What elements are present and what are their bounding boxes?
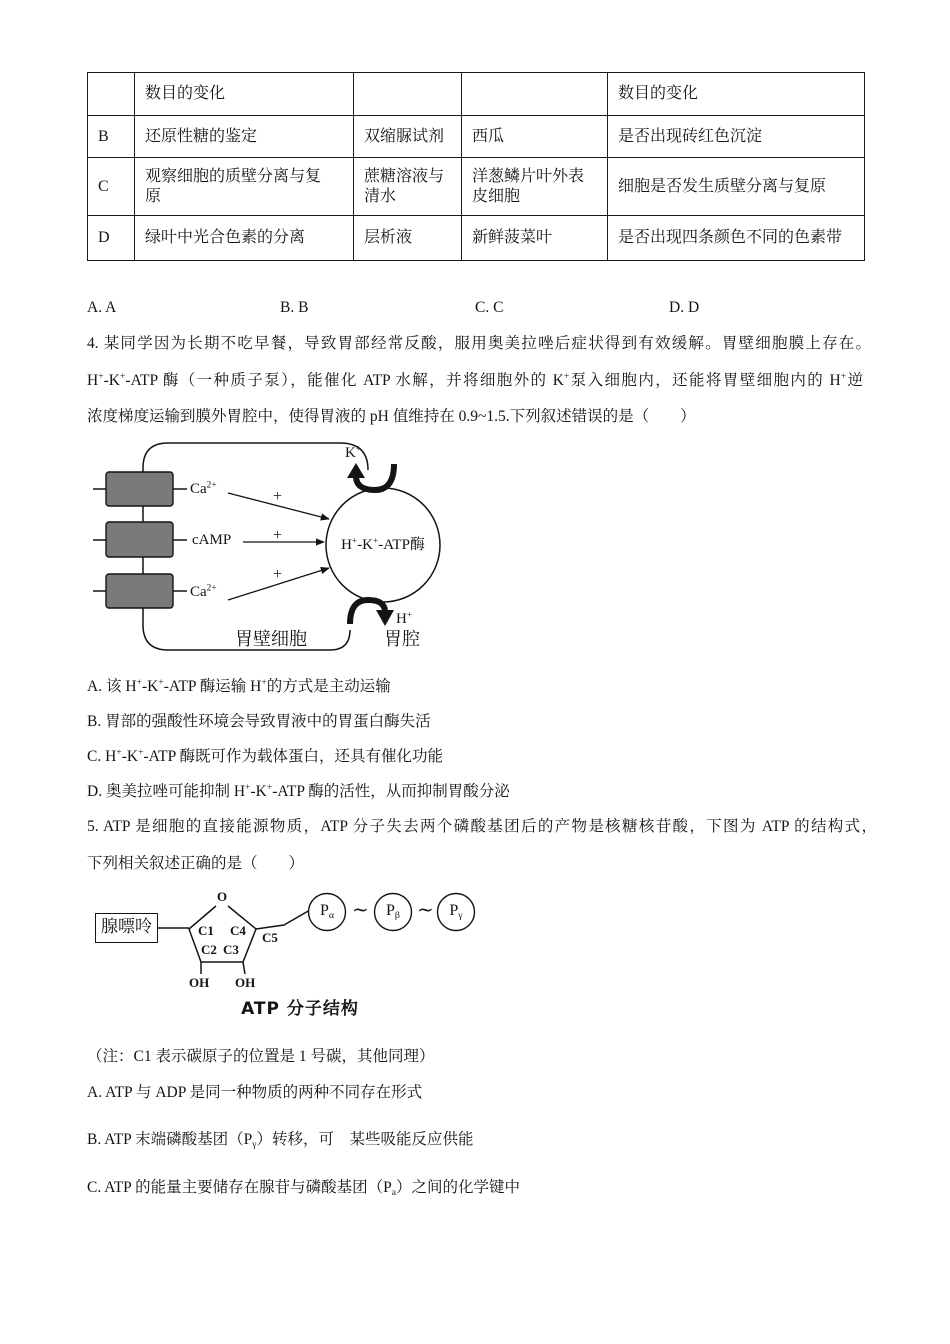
subscript: a <box>391 1186 396 1198</box>
table-cell-option: D <box>88 216 135 261</box>
superscript: + <box>373 536 379 547</box>
table-cell-experiment: 数目的变化 <box>135 73 354 116</box>
superscript: + <box>261 677 267 689</box>
superscript: + <box>138 747 144 759</box>
q3-choice-c: C. C <box>475 299 504 316</box>
table-cell-experiment: 绿叶中光合色素的分离 <box>135 216 354 261</box>
text-run: -K <box>121 748 139 765</box>
signal-label-top <box>190 482 217 497</box>
text-run: H <box>396 611 407 627</box>
q4-stem-line-3 <box>87 407 696 427</box>
text-run: C. H <box>87 748 117 765</box>
text-run: -ATP酶 <box>378 537 425 553</box>
carbon-c4-label: C4 <box>230 923 246 938</box>
text-run: Ca <box>190 481 207 497</box>
table-cell-option: B <box>88 116 135 158</box>
table-cell-experiment: 还原性糖的鉴定 <box>135 116 354 158</box>
high-energy-bond-2: ~ <box>417 897 434 921</box>
table-row <box>88 116 865 158</box>
q4-stem-line-2 <box>87 371 863 391</box>
table-row <box>88 73 865 116</box>
table-cell-material: 洋葱鳞片叶外表皮细胞 <box>462 158 608 216</box>
q3-choice-b: B. B <box>280 299 309 316</box>
text-run: 的方式是主动运输 <box>266 678 391 695</box>
subscript: γ <box>252 1138 257 1150</box>
receptor-box-middle <box>106 522 173 557</box>
table-cell-material: 西瓜 <box>462 116 608 158</box>
text-run: Ca <box>190 584 207 600</box>
high-energy-bond-1: ~ <box>352 897 369 921</box>
text-run: P <box>449 902 459 919</box>
lumen-label: 胃腔 <box>384 629 420 650</box>
text-run: -K <box>250 783 267 800</box>
text-run: -ATP 酶运输 H <box>163 678 262 695</box>
table-cell-observation: 数目的变化 <box>608 73 865 116</box>
q5-option-b <box>87 1130 473 1150</box>
text-run: -ATP 酶（一种质子泵），能催化 ATP 水解，并将细胞外的 K <box>125 372 564 389</box>
effect-sign-top: + <box>273 488 283 505</box>
q5-stem-line-1: 5. ATP 是细胞的直接能源物质，ATP 分子失去两个磷酸基团后的产物是核糖核苷酸，下图为 ATP 的结构式， <box>87 818 877 835</box>
k-ion-label <box>345 446 361 461</box>
superscript: + <box>158 677 164 689</box>
superscript: 2+ <box>206 480 217 491</box>
q3-choice-a: A. A <box>87 299 117 316</box>
c5-bond <box>256 910 310 929</box>
text-run: C. ATP 的能量主要储存在腺苷与磷酸基团（P <box>87 1179 392 1196</box>
q4-option-d <box>87 782 510 802</box>
phosphate-alpha-label <box>307 903 347 919</box>
text-run: H <box>341 537 352 553</box>
carbon-c1-label: C1 <box>198 923 214 938</box>
subscript: α <box>328 909 335 921</box>
superscript: + <box>406 610 413 621</box>
table-cell-experiment: 观察细胞的质壁分离与复原 <box>135 158 354 216</box>
signal-label-middle: cAMP <box>192 532 232 548</box>
text-run: A. 该 H <box>87 678 137 695</box>
table-cell-reagent: 蔗糖溶液与清水 <box>354 158 462 216</box>
text-run: D. 奥美拉唑可能抑制 H <box>87 783 246 800</box>
superscript: + <box>266 782 273 794</box>
hydroxyl-label-c2: OH <box>189 975 210 990</box>
receptor-box-top <box>106 472 173 506</box>
table-cell-observation: 是否出现四条颜色不同的色素带 <box>608 216 865 261</box>
h-ion-arrowhead <box>376 610 394 626</box>
subscript: β <box>394 909 400 921</box>
text-run: K <box>345 445 356 461</box>
text-run: 浓度梯度运输到膜外胃腔中，使得胃液的 pH 值维持在 0.9~1.5.下列叙述错误的是（ ） <box>87 408 696 425</box>
ring-oxygen-label: O <box>217 889 228 904</box>
superscript: + <box>840 371 847 383</box>
text-run: ）转移，可 某些吸能反应供能 <box>256 1131 474 1148</box>
text-run: -K <box>103 372 120 389</box>
table-cell-option: C <box>88 158 135 216</box>
superscript: + <box>563 371 570 383</box>
carbon-c2-label: C2 <box>201 942 217 957</box>
hydroxyl-bond-c3 <box>243 962 245 974</box>
q3-choice-d: D. D <box>669 299 700 316</box>
h-ion-label <box>396 612 412 627</box>
table-cell-material: 新鲜菠菜叶 <box>462 216 608 261</box>
text-run: -K <box>357 537 373 553</box>
q4-option-b <box>87 712 431 732</box>
table-row <box>88 158 865 216</box>
superscript: + <box>355 444 362 455</box>
text-run: 泵入细胞内，还能将胃壁细胞内的 H <box>569 372 841 389</box>
table-cell-option <box>88 73 135 116</box>
superscript: + <box>119 371 126 383</box>
text-run: -ATP 酶既可作为载体蛋白，还具有催化功能 <box>143 748 444 765</box>
carbon-c5-label: C5 <box>262 930 278 945</box>
phosphate-beta-label <box>373 903 413 919</box>
table-cell-observation: 细胞是否发生质壁分离与复原 <box>608 158 865 216</box>
q4-stem-line-1 <box>87 334 871 354</box>
text-run: P <box>386 902 395 919</box>
atp-figure-caption: ATP 分子结构 <box>241 999 359 1019</box>
superscript: 2+ <box>206 583 217 594</box>
table-cell-reagent: 层析液 <box>354 216 462 261</box>
text-run: 4. 某同学因为长期不吃早餐，导致胃部经常反酸，服用奥美拉唑后症状得到有效缓解。胃壁细胞膜上存在。 <box>87 335 871 352</box>
proton-pump-label <box>326 538 440 553</box>
table-cell-reagent: 双缩脲试剂 <box>354 116 462 158</box>
table-row <box>88 216 865 261</box>
q5-option-c <box>87 1178 520 1198</box>
q5-stem-line-2: 下列相关叙述正确的是（ ） <box>87 855 305 872</box>
q3-table <box>87 72 865 261</box>
text-run: P <box>319 902 329 919</box>
text-run: 逆 <box>846 372 863 389</box>
subscript: γ <box>458 909 463 921</box>
q4-option-a <box>87 677 391 697</box>
text-run: -ATP 酶的活性，从而抑制胃酸分泌 <box>272 783 510 800</box>
carbon-c3-label: C3 <box>223 942 239 957</box>
text-run: -K <box>141 678 159 695</box>
phosphate-gamma-label <box>436 903 476 919</box>
q4-figure <box>88 440 448 655</box>
atp-structure-figure <box>88 885 508 1027</box>
text-run: B. 胃部的强酸性环境会导致胃液中的胃蛋白酶失活 <box>87 713 431 730</box>
receptor-box-bottom <box>106 574 173 608</box>
effect-sign-bottom: + <box>273 566 283 583</box>
signal-label-bottom <box>190 585 217 600</box>
table-cell-observation: 是否出现砖红色沉淀 <box>608 116 865 158</box>
superscript: + <box>245 782 251 794</box>
text-run: H <box>87 372 99 389</box>
text-run: B. ATP 末端磷酸基团（P <box>87 1131 253 1148</box>
hydroxyl-label-c3: OH <box>235 975 256 990</box>
cell-label: 胃壁细胞 <box>235 629 307 650</box>
effect-sign-middle: + <box>273 527 283 544</box>
q5-option-a <box>87 1083 422 1103</box>
superscript: + <box>136 677 142 689</box>
q4-option-c <box>87 747 443 767</box>
adenine-box: 腺嘌呤 <box>95 913 158 943</box>
text-run: ）之间的化学键中 <box>395 1179 520 1196</box>
table-cell-material <box>462 73 608 116</box>
text-run: A. ATP 与 ADP 是同一种物质的两种不同存在形式 <box>87 1084 423 1101</box>
superscript: + <box>351 536 358 547</box>
table-cell-reagent <box>354 73 462 116</box>
superscript: + <box>116 747 122 759</box>
q5-note: （注：C1 表示碳原子的位置是 1 号碳，其他同理） <box>87 1048 435 1065</box>
superscript: + <box>98 371 104 383</box>
k-ion-arrowhead <box>347 463 365 478</box>
